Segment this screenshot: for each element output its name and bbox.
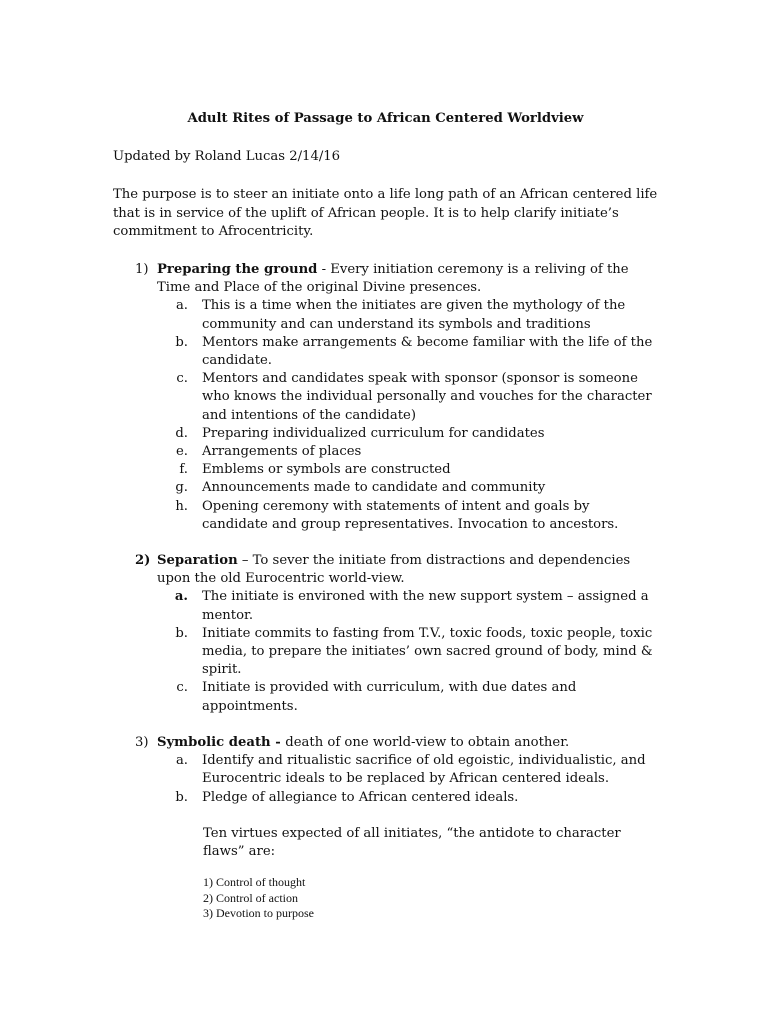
- item-letter: a.: [175, 298, 188, 314]
- section-separation: [113, 552, 658, 716]
- section-separator: -: [317, 262, 331, 278]
- section-separator: –: [237, 553, 253, 569]
- section-heading: [113, 552, 658, 588]
- document-body: [113, 110, 658, 940]
- item-text: Preparing individualized curriculum for candidates: [202, 425, 545, 441]
- section-separator: -: [270, 734, 286, 750]
- virtues-block: [203, 825, 658, 922]
- section-title: Symbolic death: [157, 734, 271, 750]
- list-item: [113, 461, 658, 479]
- list-item: [113, 443, 658, 461]
- list-item: [113, 625, 658, 680]
- section-symbolic-death: [113, 734, 658, 922]
- item-letter: b.: [175, 789, 188, 805]
- list-item: [113, 334, 658, 370]
- section-number: 3): [135, 734, 149, 750]
- item-text: Mentors and candidates speak with sponsor (sponsor is someone who knows the individual personally and vouches for the character and intentions of the candidate): [202, 371, 652, 423]
- item-letter: d.: [175, 425, 188, 441]
- item-letter: c.: [176, 371, 188, 387]
- list-item: [113, 370, 658, 425]
- item-letter: c.: [176, 680, 188, 696]
- section-title: Separation: [157, 553, 238, 569]
- item-letter: a.: [175, 753, 188, 769]
- item-text: Opening ceremony with statements of intent and goals by candidate and group representatives. Invocation to ancestors.: [202, 498, 619, 532]
- virtue-item: 2) Control of action: [203, 890, 298, 905]
- item-letter: a.: [174, 589, 188, 605]
- item-text: This is a time when the initiates are given the mythology of the community and can understand its symbols and traditions: [202, 298, 626, 332]
- virtue-item: 1) Control of thought: [203, 875, 306, 890]
- section-description: Every initiation ceremony is a reliving of the Time and Place of the original Divine presences.: [157, 262, 629, 296]
- item-text: Arrangements of places: [202, 444, 362, 460]
- item-letter: e.: [176, 444, 188, 460]
- list-item: [113, 679, 658, 715]
- item-letter: h.: [175, 498, 188, 514]
- section-title: Preparing the ground: [157, 262, 318, 278]
- item-text: Mentors make arrangements & become familiar with the life of the candidate.: [202, 334, 653, 369]
- section-heading: [113, 734, 658, 752]
- section-item-list: [113, 588, 658, 715]
- section-heading-text: [157, 261, 658, 297]
- item-text: Emblems or symbols are constructed: [202, 462, 451, 478]
- list-item: [113, 479, 658, 497]
- item-text: Pledge of allegiance to African centered ideals.: [202, 789, 519, 805]
- section-number: 2): [135, 553, 151, 569]
- list-item: [113, 297, 658, 333]
- section-heading: [113, 261, 658, 297]
- item-letter: g.: [175, 480, 188, 496]
- virtue-list: [203, 875, 658, 922]
- section-preparing-the-ground: [113, 261, 658, 534]
- virtues-intro: Ten virtues expected of all initiates, “the antidote to character flaws” are:: [203, 825, 621, 859]
- item-text: Initiate is provided with curriculum, with due dates and appointments.: [202, 680, 577, 714]
- item-letter: f.: [179, 462, 188, 478]
- list-item: [113, 789, 658, 807]
- section-item-list: [113, 297, 658, 534]
- section-item-list: [113, 752, 658, 807]
- list-item: [113, 425, 658, 443]
- section-number: 1): [135, 262, 149, 278]
- list-item: [113, 498, 658, 534]
- purpose-paragraph: The purpose is to steer an initiate onto a life long path of an African centered life that is in service of the uplift of African people. It is to help clarify initiate’s commitment to Afrocentricity.: [113, 187, 658, 239]
- list-item: [113, 588, 658, 624]
- item-text: Announcements made to candidate and community: [202, 480, 546, 496]
- section-heading-text: [157, 552, 658, 588]
- item-letter: b.: [175, 625, 188, 641]
- updated-by-line: Updated by Roland Lucas 2/14/16: [113, 149, 341, 165]
- item-text: The initiate is environed with the new support system – assigned a mentor.: [202, 589, 649, 623]
- list-item: [113, 752, 658, 788]
- item-letter: b.: [175, 334, 188, 350]
- item-text: Initiate commits to fasting from T.V., toxic foods, toxic people, toxic media, to prepare the initiates’ own sacred ground of body, mind & spirit.: [202, 625, 653, 678]
- section-description: death of one world-view to obtain another.: [285, 734, 570, 750]
- section-description: To sever the initiate from distractions and dependencies upon the old Eurocentric world-view.: [157, 553, 631, 587]
- section-heading-text: [157, 734, 658, 752]
- virtue-item: 3) Devotion to purpose: [203, 906, 314, 921]
- document-title: Adult Rites of Passage to African Centered Worldview: [187, 111, 584, 126]
- item-text: Identify and ritualistic sacrifice of old egoistic, individualistic, and Eurocentric ideals to be replaced by African centered ideals.: [202, 753, 646, 787]
